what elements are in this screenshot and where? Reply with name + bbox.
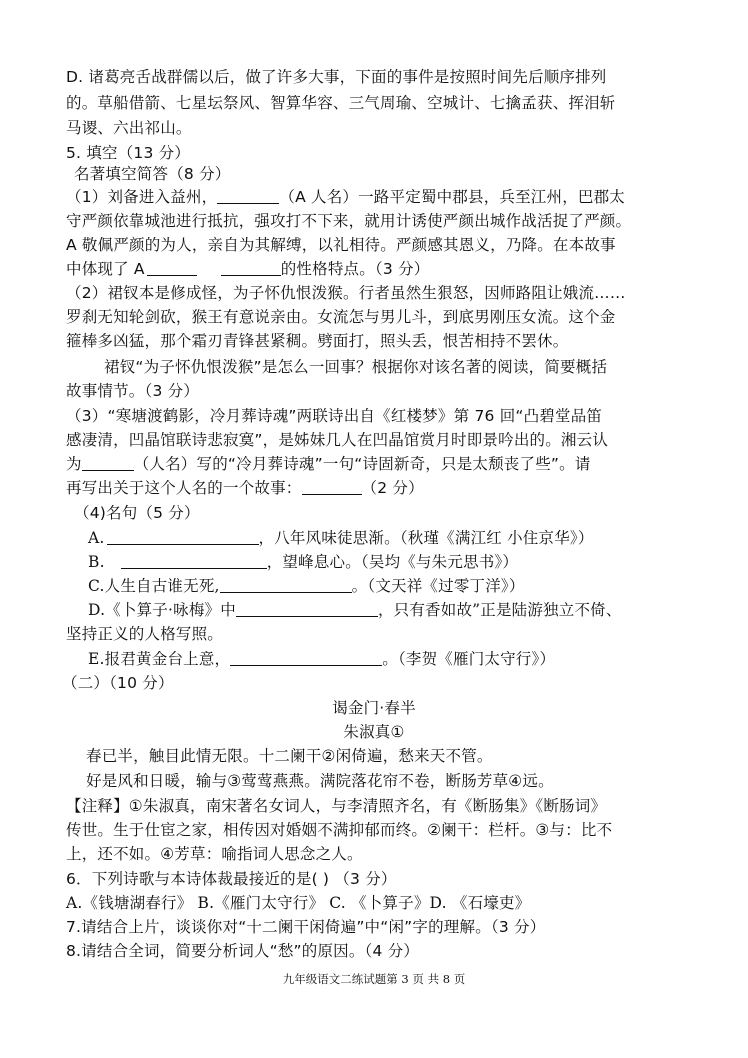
text-fragment: D.《卜算子·咏梅》中 <box>88 601 236 619</box>
annotation-line: 上，还不如。④芳草：喻指词人思念之人。 <box>66 845 363 863</box>
part-2-heading: （二）（10 分） <box>62 674 174 692</box>
text-line: 故事情节。（3 分） <box>66 382 200 400</box>
annotation-line: 【注释】①朱淑真，南宋著名女词人，与李清照齐名，有《断肠集》《断肠词》 <box>66 797 607 815</box>
section-subheading: 名著填空简答（8 分） <box>74 165 231 183</box>
text-line: 罗刹无知轮剑砍，猴王有意说亲由。女流怎与男儿斗，到底男刚压女流。这个金 <box>66 308 616 326</box>
text-line: 裙钗“为子怀仇恨泼猴”是怎么一回事？根据你对该名著的阅读，简要概括 <box>104 358 608 376</box>
text-line: （4)名句（5 分） <box>74 504 200 522</box>
text-line: 坚持正义的人格写照。 <box>66 625 224 643</box>
quote-item-d <box>88 599 622 621</box>
quote-item-a <box>88 527 594 549</box>
answer-blank[interactable] <box>236 601 378 617</box>
quote-item-e <box>88 648 555 670</box>
answer-blank[interactable] <box>220 577 352 593</box>
text-fragment: （2 分） <box>361 479 424 497</box>
text-fragment: C.人生自古谁无死, <box>88 577 220 595</box>
text-line: 守严颜依靠城池进行抵抗，强攻打不下来，就用计诱使严颜出城作战活捉了严颜。 <box>66 212 632 230</box>
text-fragment: E.报君黄金台上意， <box>88 650 231 668</box>
item-label: B. <box>88 553 105 571</box>
text-line <box>66 453 591 475</box>
text-fragment: 为 <box>66 455 82 473</box>
question-5-heading: 5. 填空（13 分） <box>66 144 191 162</box>
question-7: 7.请结合上片，谈谈你对“十二阑干闲倚遍”中“闲”字的理解。（3 分） <box>66 918 546 936</box>
text-line: （3）“寒塘渡鹤影，冷月葬诗魂”两联诗出自《红楼梦》第 76 回“凸碧堂品笛 <box>66 407 603 425</box>
text-line: A 敬佩严颜的为人，亲自为其解缚，以礼相待。严颜感其恩义，乃降。在本故事 <box>66 236 616 254</box>
text-fragment: （A 人名）一路平定蜀中郡县，兵至江州，巴郡太 <box>279 188 626 206</box>
text-line: （2）裙钗本是修成怪，为子怀仇恨泼猴。行者虽然生狠怒，因师路阻让娥流…… <box>66 284 626 302</box>
text-line: D. 诸葛亮舌战群儒以后，做了许多大事，下面的事件是按照时间先后顺序排列 <box>66 68 607 86</box>
quote-item-b <box>88 551 518 573</box>
text-fragment: ，望峰息心。（吴均《与朱元思书》） <box>266 553 519 571</box>
text-line: 箍棒多凶猛，那个霜刃青锋甚紧稠。劈面打，照头丢，恨苦相持不罢休。 <box>66 332 569 350</box>
text-line: 感凄清，凹晶馆联诗悲寂寞”，是姊妹几人在凹晶馆赏月时即景吟出的。湘云认 <box>66 431 609 449</box>
text-fragment: 。（李贺《雁门太守行》） <box>382 650 556 668</box>
text-fragment: 中体现了 A <box>66 260 145 278</box>
question-6-options: A.《钱塘湖春行》 B.《雁门太守行》 C. 《卜算子》D. 《石壕吏》 <box>66 894 531 912</box>
annotation-line: 传世。生于仕宦之家，相传因对婚姻不满抑郁而终。②阑干：栏杆。③与：比不 <box>66 821 613 839</box>
text-fragment: （1）刘备进入益州， <box>66 188 218 206</box>
poem-line: 春已半，触目此情无限。十二阑干②闲倚遍，愁来天不管。 <box>86 747 493 765</box>
answer-blank[interactable] <box>121 553 267 569</box>
poem-author: 朱淑真① <box>343 723 405 741</box>
text-line: 的。草船借箭、七星坛祭风、智算华容、三气周瑜、空城计、七擒孟获、挥泪斩 <box>66 94 616 112</box>
text-fragment: 再写出关于这个人名的一个故事： <box>66 479 302 497</box>
text-fragment: （人名）写的“冷月葬诗魂”一句“诗固新奇，只是太颓丧了些”。请 <box>133 455 591 473</box>
text-line <box>66 186 625 208</box>
answer-blank[interactable] <box>230 650 382 666</box>
answer-blank[interactable] <box>147 260 197 276</box>
text-fragment: 。（文天祥《过零丁洋》） <box>351 577 525 595</box>
text-line: 马谡、六出祁山。 <box>66 119 192 137</box>
poem-title: 谒金门·春半 <box>332 699 416 717</box>
answer-blank[interactable] <box>82 455 134 471</box>
question-8: 8.请结合全词，简要分析词人“愁”的原因。（4 分） <box>66 942 420 960</box>
item-label: A. <box>88 529 105 547</box>
text-line <box>66 477 424 499</box>
text-fragment: ，只有香如故”正是陆游独立不倚、 <box>377 601 622 619</box>
answer-blank[interactable] <box>217 188 279 204</box>
quote-item-c <box>88 575 525 597</box>
text-fragment: 的性格特点。（3 分） <box>280 260 430 278</box>
text-line <box>66 258 429 280</box>
answer-blank[interactable] <box>302 479 362 495</box>
page-footer: 九年级语文二练试题第 3 页 共 8 页 <box>282 972 466 986</box>
question-6: 6．下列诗歌与本诗体裁最接近的是( ) （3 分） <box>66 870 397 888</box>
text-fragment: ，八年风味徒思渐。（秋瑾《满江红 小住京华》） <box>258 529 594 547</box>
answer-blank[interactable] <box>107 529 259 545</box>
poem-line: 好是风和日暖，输与③莺莺燕燕。满院落花帘不卷，断肠芳草④远。 <box>86 772 554 790</box>
answer-blank[interactable] <box>221 260 281 276</box>
